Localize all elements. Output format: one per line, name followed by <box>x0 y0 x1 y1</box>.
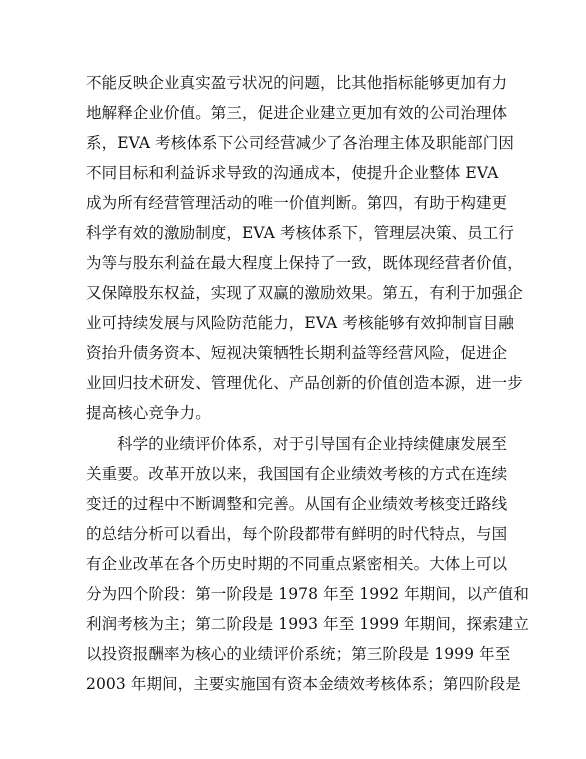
text-line: 以投资报酬率为核心的业绩评价系统；第三阶段是 1999 年至 <box>86 645 511 663</box>
text-line: 为等与股东利益在最大程度上保持了一致，既体现经营者价值， <box>86 254 523 272</box>
text-line: 利润考核为主；第二阶段是 1993 年至 1999 年期间，探索建立 <box>86 615 530 633</box>
text-line: 科学有效的激励制度，EVA 考核体系下，管理层决策、员工行 <box>86 224 514 242</box>
text-line: 业回归技术研发、管理优化、产品创新的价值创造本源，进一步 <box>86 374 523 392</box>
text-line: 又保障股东权益，实现了双赢的激励效果。第五，有利于加强企 <box>86 284 523 302</box>
text-line: 系，EVA 考核体系下公司经营减少了各治理主体及职能部门因 <box>86 134 514 152</box>
text-line: 分为四个阶段：第一阶段是 1978 年至 1992 年期间，以产值和 <box>86 585 530 603</box>
text-line: 有企业改革在各个历史时期的不同重点紧密相关。大体上可以 <box>86 555 508 573</box>
text-line: 2003 年期间，主要实施国有资本金绩效考核体系；第四阶段是 <box>86 675 521 693</box>
text-line: 不同目标和利益诉求导致的沟通成本，使提升企业整体 EVA <box>86 164 499 182</box>
text-line: 提高核心竞争力。 <box>86 404 211 422</box>
text-line: 业可持续发展与风险防范能力，EVA 考核能够有效抑制盲目融 <box>86 314 514 332</box>
paragraph-2 <box>86 429 530 699</box>
text-line: 地解释企业价值。第三，促进企业建立更加有效的公司治理体 <box>86 104 508 122</box>
text-line: 成为所有经营管理活动的唯一价值判断。第四，有助于构建更 <box>86 194 508 212</box>
text-line: 变迁的过程中不断调整和完善。从国有企业绩效考核变迁路线 <box>86 495 508 513</box>
text-line: 的总结分析可以看出，每个阶段都带有鲜明的时代特点，与国 <box>86 525 508 543</box>
text-line: 资抬升债务资本、短视决策牺牲长期利益等经营风险，促进企 <box>86 344 508 362</box>
text-line: 关重要。改革开放以来，我国国有企业绩效考核的方式在连续 <box>86 465 508 483</box>
text-line: 不能反映企业真实盈亏状况的问题，比其他指标能够更加有力 <box>86 74 508 92</box>
text-line-indented: 科学的业绩评价体系，对于引导国有企业持续健康发展至 <box>117 435 508 453</box>
paragraph-1 <box>86 68 523 428</box>
